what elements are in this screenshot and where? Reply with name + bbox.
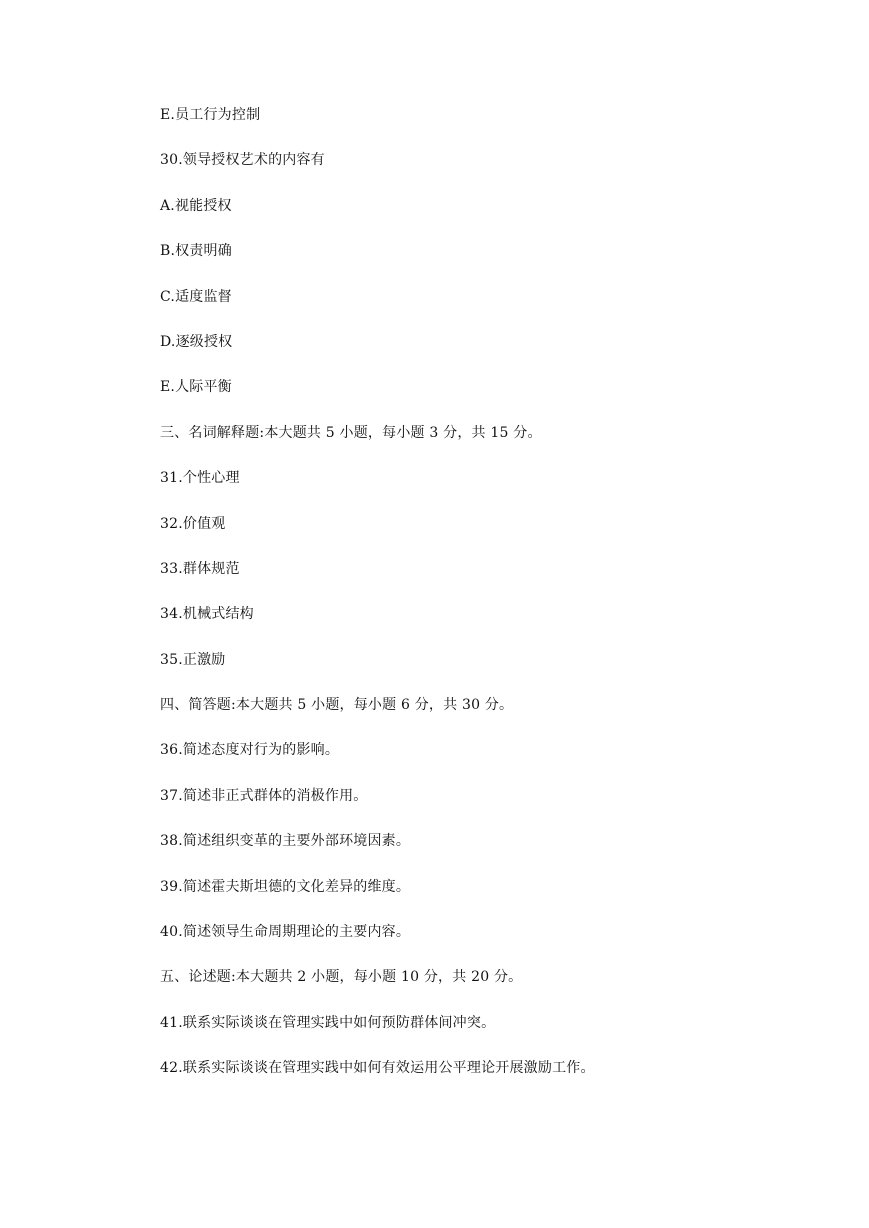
- question-41: 41.联系实际谈谈在管理实践中如何预防群体间冲突。: [160, 1014, 496, 1031]
- option-d: D.逐级授权: [160, 333, 233, 350]
- question-36: 36.简述态度对行为的影响。: [160, 742, 340, 759]
- question-30: 30.领导授权艺术的内容有: [160, 152, 325, 169]
- question-34: 34.机械式结构: [160, 606, 254, 623]
- section-heading-short-answer: 四、简答题:本大题共 5 小题，每小题 6 分，共 30 分。: [160, 697, 514, 714]
- question-39: 39.简述霍夫斯坦德的文化差异的维度。: [160, 878, 411, 895]
- question-35: 35.正激励: [160, 651, 226, 668]
- section-heading-term-definitions: 三、名词解释题:本大题共 5 小题，每小题 3 分，共 15 分。: [160, 424, 542, 441]
- question-40: 40.简述领导生命周期理论的主要内容。: [160, 924, 411, 941]
- question-33: 33.群体规范: [160, 560, 240, 577]
- option-e-employee-behavior-control: E.员工行为控制: [160, 107, 261, 123]
- question-38: 38.简述组织变革的主要外部环境因素。: [160, 833, 411, 850]
- option-a: A.视能授权: [160, 197, 232, 214]
- question-31: 31.个性心理: [160, 470, 240, 487]
- question-37: 37.简述非正式群体的消极作用。: [160, 787, 368, 804]
- option-b: B.权责明确: [160, 243, 232, 260]
- document-body: [160, 103, 840, 1102]
- section-heading-essay: 五、论述题:本大题共 2 小题，每小题 10 分，共 20 分。: [160, 969, 523, 986]
- option-c: C.适度监督: [160, 288, 232, 305]
- question-32: 32.价值观: [160, 515, 226, 532]
- question-42: 42.联系实际谈谈在管理实践中如何有效运用公平理论开展激励工作。: [160, 1060, 595, 1077]
- option-e: E.人际平衡: [160, 379, 232, 396]
